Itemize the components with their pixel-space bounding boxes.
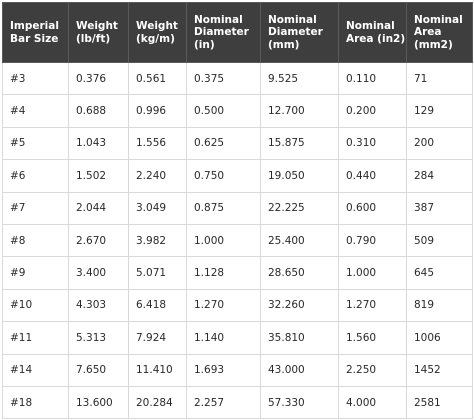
header-line: Weight <box>76 20 118 32</box>
cell-weight-kg-m: 3.982 <box>129 224 187 256</box>
header-nominal-area-mm2 <box>407 3 473 63</box>
cell-diameter-mm: 19.050 <box>261 160 339 192</box>
cell-diameter-in: 1.693 <box>187 354 261 386</box>
cell-diameter-in: 1.128 <box>187 257 261 289</box>
header-line: Imperial <box>10 20 59 32</box>
table-row <box>3 95 473 127</box>
cell-weight-kg-m: 11.410 <box>129 354 187 386</box>
cell-bar-size: #5 <box>3 127 69 159</box>
table-row <box>3 63 473 95</box>
cell-diameter-in: 1.140 <box>187 322 261 354</box>
header-line: (lb/ft) <box>76 32 111 45</box>
cell-bar-size: #10 <box>3 289 69 321</box>
cell-area-in2: 1.270 <box>339 289 407 321</box>
header-line: Nominal <box>268 13 317 26</box>
cell-area-in2: 1.560 <box>339 322 407 354</box>
cell-area-in2: 0.200 <box>339 95 407 127</box>
table-row <box>3 322 473 354</box>
cell-diameter-mm: 28.650 <box>261 257 339 289</box>
cell-diameter-mm: 22.225 <box>261 192 339 224</box>
rebar-size-table-container <box>2 2 472 419</box>
table-row <box>3 127 473 159</box>
table-row <box>3 386 473 418</box>
cell-area-in2: 0.110 <box>339 63 407 95</box>
cell-diameter-in: 0.500 <box>187 95 261 127</box>
header-nominal-diameter-mm <box>261 3 339 63</box>
cell-bar-size: #14 <box>3 354 69 386</box>
cell-area-mm2: 1452 <box>407 354 473 386</box>
cell-diameter-mm: 9.525 <box>261 63 339 95</box>
cell-weight-kg-m: 6.418 <box>129 289 187 321</box>
header-line: (mm) <box>268 38 300 51</box>
header-line: Diameter <box>268 26 323 39</box>
cell-bar-size: #4 <box>3 95 69 127</box>
cell-diameter-in: 0.375 <box>187 63 261 95</box>
header-nominal-diameter-in <box>187 3 261 63</box>
header-line: (kg/m) <box>136 32 175 45</box>
cell-bar-size: #6 <box>3 160 69 192</box>
table-row <box>3 354 473 386</box>
cell-weight-kg-m: 7.924 <box>129 322 187 354</box>
cell-weight-kg-m: 2.240 <box>129 160 187 192</box>
cell-diameter-mm: 57.330 <box>261 386 339 418</box>
cell-weight-lb-ft: 13.600 <box>69 386 129 418</box>
header-line: Diameter <box>194 26 249 39</box>
header-row <box>3 3 473 63</box>
cell-area-mm2: 509 <box>407 224 473 256</box>
table-row <box>3 160 473 192</box>
cell-weight-lb-ft: 5.313 <box>69 322 129 354</box>
cell-bar-size: #11 <box>3 322 69 354</box>
cell-area-mm2: 387 <box>407 192 473 224</box>
cell-area-mm2: 284 <box>407 160 473 192</box>
cell-diameter-mm: 15.875 <box>261 127 339 159</box>
header-line: (mm2) <box>414 38 453 51</box>
cell-bar-size: #9 <box>3 257 69 289</box>
cell-diameter-mm: 35.810 <box>261 322 339 354</box>
header-line: Area (in2) <box>346 32 406 45</box>
cell-bar-size: #7 <box>3 192 69 224</box>
table-row <box>3 192 473 224</box>
cell-diameter-in: 0.875 <box>187 192 261 224</box>
table-header <box>3 3 473 63</box>
table-row <box>3 224 473 256</box>
header-weight-kg-m <box>129 3 187 63</box>
cell-weight-lb-ft: 2.670 <box>69 224 129 256</box>
cell-weight-kg-m: 20.284 <box>129 386 187 418</box>
cell-weight-lb-ft: 3.400 <box>69 257 129 289</box>
header-line: Weight <box>136 20 178 32</box>
cell-area-in2: 2.250 <box>339 354 407 386</box>
cell-area-mm2: 200 <box>407 127 473 159</box>
cell-area-mm2: 1006 <box>407 322 473 354</box>
header-line: (in) <box>194 38 215 51</box>
cell-diameter-mm: 43.000 <box>261 354 339 386</box>
cell-weight-lb-ft: 4.303 <box>69 289 129 321</box>
table-row <box>3 257 473 289</box>
cell-weight-lb-ft: 2.044 <box>69 192 129 224</box>
cell-area-in2: 0.440 <box>339 160 407 192</box>
header-line: Bar Size <box>10 32 59 45</box>
cell-area-mm2: 2581 <box>407 386 473 418</box>
header-line: Area <box>414 26 442 39</box>
cell-weight-lb-ft: 7.650 <box>69 354 129 386</box>
cell-area-in2: 0.310 <box>339 127 407 159</box>
cell-weight-kg-m: 0.561 <box>129 63 187 95</box>
cell-area-mm2: 71 <box>407 63 473 95</box>
rebar-size-table <box>2 2 473 419</box>
cell-area-mm2: 645 <box>407 257 473 289</box>
cell-diameter-in: 2.257 <box>187 386 261 418</box>
table-body <box>3 63 473 419</box>
cell-area-in2: 0.600 <box>339 192 407 224</box>
cell-diameter-mm: 25.400 <box>261 224 339 256</box>
header-imperial-bar-size <box>3 3 69 63</box>
header-weight-lb-ft <box>69 3 129 63</box>
cell-weight-lb-ft: 1.502 <box>69 160 129 192</box>
cell-weight-lb-ft: 1.043 <box>69 127 129 159</box>
header-line: Nominal <box>194 13 243 26</box>
cell-weight-lb-ft: 0.376 <box>69 63 129 95</box>
header-nominal-area-in2 <box>339 3 407 63</box>
cell-weight-kg-m: 5.071 <box>129 257 187 289</box>
table-row <box>3 289 473 321</box>
cell-area-in2: 0.790 <box>339 224 407 256</box>
cell-diameter-in: 0.750 <box>187 160 261 192</box>
cell-weight-kg-m: 1.556 <box>129 127 187 159</box>
cell-bar-size: #8 <box>3 224 69 256</box>
cell-area-in2: 4.000 <box>339 386 407 418</box>
header-line: Nominal <box>346 20 395 32</box>
cell-diameter-in: 0.625 <box>187 127 261 159</box>
cell-diameter-in: 1.000 <box>187 224 261 256</box>
cell-area-mm2: 129 <box>407 95 473 127</box>
cell-bar-size: #18 <box>3 386 69 418</box>
cell-weight-kg-m: 0.996 <box>129 95 187 127</box>
cell-diameter-in: 1.270 <box>187 289 261 321</box>
cell-diameter-mm: 32.260 <box>261 289 339 321</box>
cell-bar-size: #3 <box>3 63 69 95</box>
cell-area-mm2: 819 <box>407 289 473 321</box>
cell-weight-lb-ft: 0.688 <box>69 95 129 127</box>
cell-area-in2: 1.000 <box>339 257 407 289</box>
cell-weight-kg-m: 3.049 <box>129 192 187 224</box>
header-line: Nominal <box>414 13 463 26</box>
cell-diameter-mm: 12.700 <box>261 95 339 127</box>
